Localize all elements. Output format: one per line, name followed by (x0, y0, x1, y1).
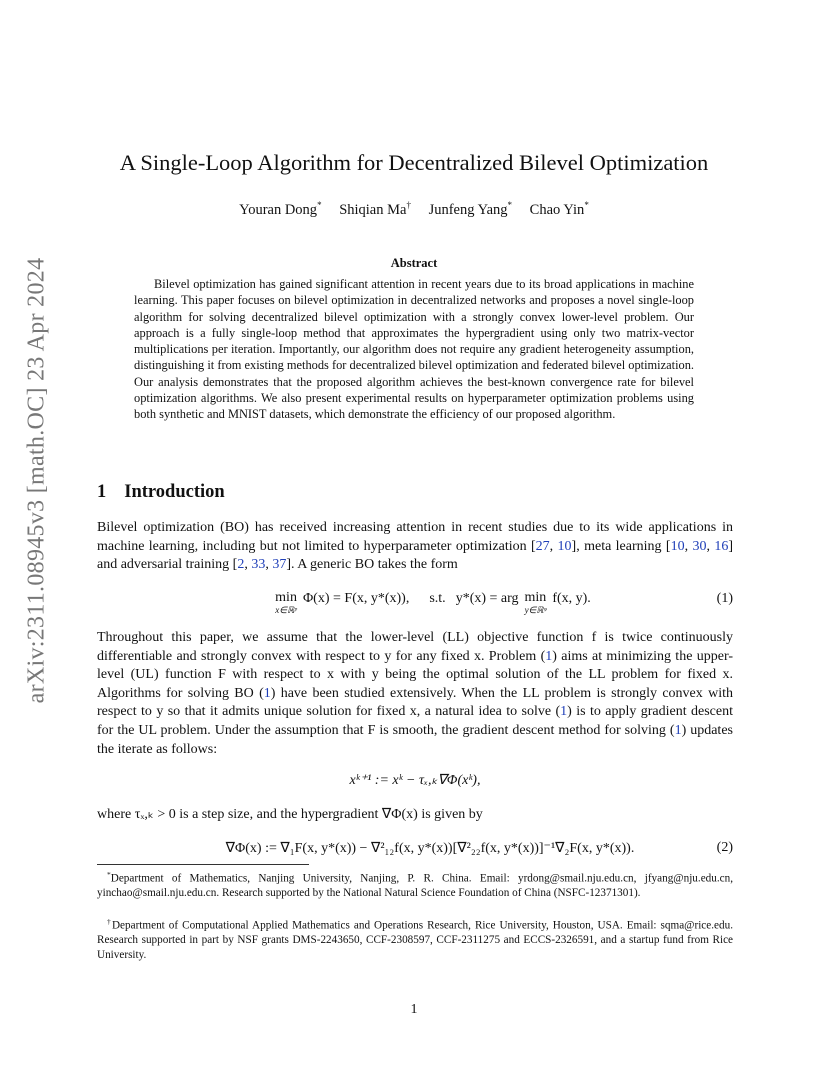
intro-paragraph-3: where τₓ,ₖ > 0 is a step size, and the hypergradient ∇Φ(x) is given by (97, 807, 483, 822)
arxiv-identifier-text: arXiv:2311.08945v3 [math.OC] 23 Apr 2024 (23, 257, 50, 703)
equation-1: min x∈ℝᵖ Φ(x) = F(x, y*(x)), s.t. y*(x) = arg min y∈ℝᵠ f(x, y). (1) (275, 590, 733, 615)
citation-link[interactable]: 16 (714, 538, 729, 554)
argmin-operator: min y∈ℝᵠ (524, 590, 547, 615)
update-equation: xᵏ⁺¹ := xᵏ − τₓ,ₖ∇Φ(xᵏ), (349, 773, 481, 788)
section-title: Introduction (124, 482, 225, 502)
min-operator: min x∈ℝᵖ (275, 590, 297, 615)
citation-link[interactable]: 2 (237, 557, 245, 573)
author-list (0, 200, 828, 219)
author: Youran Dong* (239, 200, 322, 218)
section-heading (97, 482, 225, 503)
abstract-heading: Abstract (390, 256, 438, 270)
equation-ref-link[interactable]: 1 (545, 648, 553, 664)
section-number: 1 (97, 482, 107, 502)
paper-title: A Single-Loop Algorithm for Decentralized Bilevel Optimization (119, 150, 709, 175)
intro-paragraph-1: Bilevel optimization (BO) has received increasing attention in recent studies due to its wide applications in machine learning, including but not limited to hyperparameter optimization [27, 10], meta learning [10, 30, 16] and adversarial training [2, 33, 37]. A generic BO takes the form (97, 520, 734, 573)
equation-ref-link[interactable]: 1 (560, 704, 568, 720)
equation-number: (2) (716, 840, 733, 855)
abstract-text: Bilevel optimization has gained significant attention in recent years due to its broad applications in machine learning. This paper focuses on bilevel optimization in decentralized networks and proposes a novel single-loop algorithm for solving decentralized bilevel optimization with a strongly convex lower-level problem. Our approach is a fully single-loop method that approximates the hypergradient using only two matrix-vector multiplications per iteration. Importantly, our algorithm does not require any gradient heterogeneity assumption, distinguishing it from existing methods for decentralized bilevel optimization and federated bilevel optimization. Our analysis demonstrates that the proposed algorithm achieves the best-known convergence rate for bilevel optimization algorithms. We also present experimental results on hyperparameter optimization problems using both synthetic and MNIST datasets, which demonstrate the efficiency of our proposed algorithm. (134, 277, 694, 422)
author: Shiqian Ma† (339, 200, 411, 218)
equation-2: ∇Φ(x) := ∇₁F(x, y*(x)) − ∇²₁₂f(x, y*(x))[∇²₂₂f(x, y*(x))]⁻¹∇₂F(x, y*(x)). (2) (225, 840, 733, 856)
citation-link[interactable]: 33 (251, 557, 266, 573)
page-number: 1 (410, 1002, 418, 1017)
arxiv-identifier (23, 257, 50, 703)
citation-link[interactable]: 30 (692, 538, 707, 554)
citation-link[interactable]: 10 (670, 538, 685, 554)
equation-ref-link[interactable]: 1 (263, 685, 271, 701)
citation-link[interactable]: 27 (535, 538, 550, 554)
citation-link[interactable]: 10 (557, 538, 572, 554)
equation-ref-link[interactable]: 1 (674, 722, 682, 738)
author: Chao Yin* (529, 200, 589, 218)
footnote-2: †Department of Computational Applied Mathematics and Operations Research, Rice University, Houston, USA. Email: sqma@rice.edu. Research supported in part by NSF grants DMS-2243650, CCF-2308597, CCF-2311275 and ECCS-2326591, and a startup fund from Rice University. (97, 917, 733, 961)
intro-paragraph-2: Throughout this paper, we assume that the lower-level (LL) objective function f is twice continuously differentiable and strongly convex with respect to y for any fixed x. Problem (1) aims at minimizing the upper-level (UL) function F with respect to x with y being the optimal solution of the LL problem for fixed x. Algorithms for solving BO (1) have been studied extensively. When the LL problem is strongly convex with respect to y so that it admits unique solution for fixed x, a natural idea to solve (1) is to apply gradient descent for the UL problem. Under the assumption that F is smooth, the gradient descent method for solving (1) updates the iterate as follows: (97, 630, 734, 757)
citation-link[interactable]: 37 (272, 557, 287, 573)
footnote-divider (97, 864, 309, 865)
equation-number: (1) (716, 591, 733, 606)
author: Junfeng Yang* (428, 200, 513, 218)
footnote-1: *Department of Mathematics, Nanjing University, Nanjing, P. R. China. Email: yrdong@smail.nju.edu.cn, jfyang@nju.edu.cn, yinchao@smail.nju.edu.cn. Research supported by the National Natural Science Foundation of China (NSFC-12371301). (97, 870, 733, 900)
